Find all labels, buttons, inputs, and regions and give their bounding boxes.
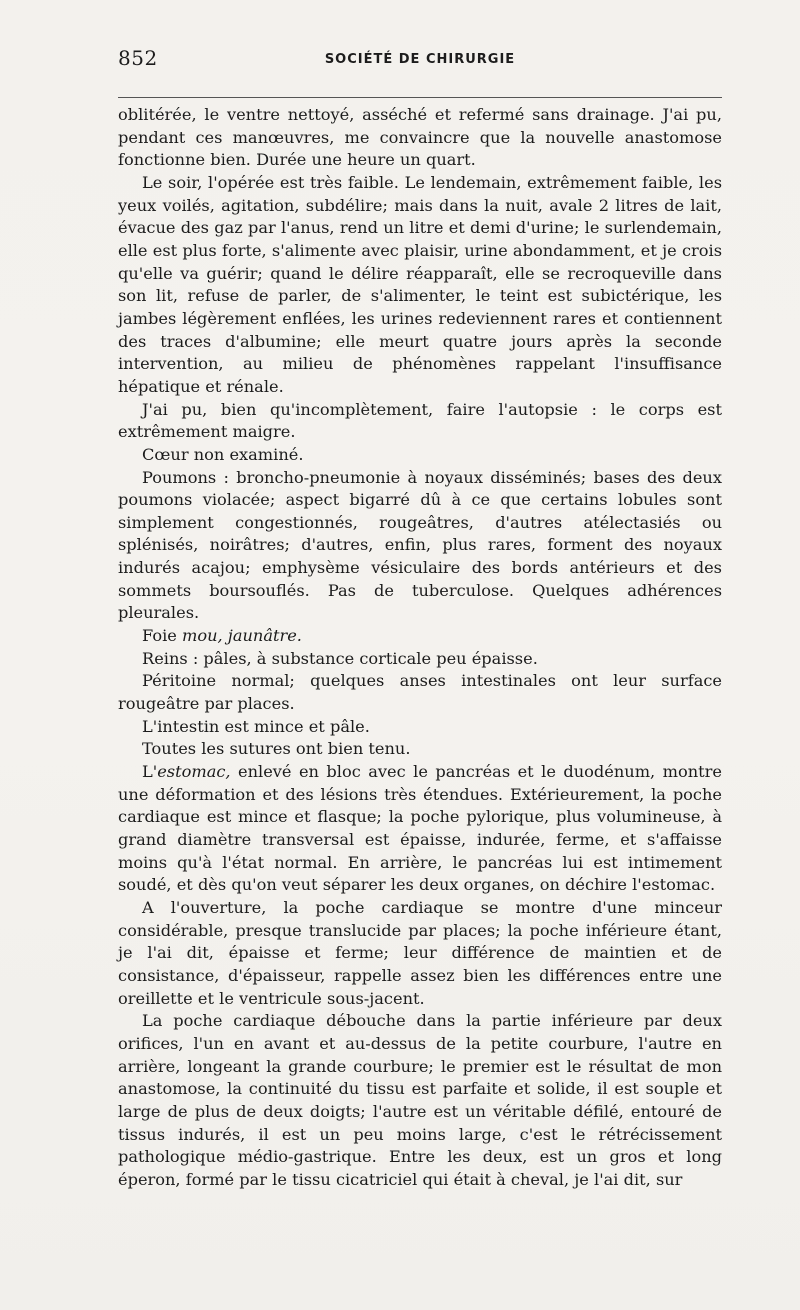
running-title: SOCIÉTÉ DE CHIRURGIE [324, 52, 516, 67]
paragraph [118, 172, 722, 399]
paragraph-text: L' [142, 762, 158, 782]
paragraph [118, 897, 722, 1010]
paragraph [118, 1010, 722, 1191]
paragraph-text: Le soir, l'opérée est très faible. Le lendemain, extrêmement faible, les yeux voilés, agitation, subdélire; mais dans la nuit, avale 2 litres de lait, évacue des gaz par l'anus, rend un litre et demi d'urine; le surlendemain, elle est plus forte, s'alimente avec plaisir, urine abondamment, et je crois qu'elle va guérir; quand le délire réapparaît, elle se recroqueville dans son lit, refuse de parler, de s'alimenter, le teint est subictérique, les jambes légèrement enflées, les urines redeviennent rares et contiennent des traces d'albumine; elle meurt quatre jours après la seconde intervention, au milieu de phénomènes rappelant l'insuffisance hépatique et rénale. [118, 172, 722, 396]
page-number: 852 [118, 46, 158, 70]
paragraph [118, 399, 722, 444]
paragraph [118, 738, 722, 761]
paragraph-text: J'ai pu, bien qu'incomplètement, faire l'autopsie : le corps est extrêmement maigre. [118, 399, 722, 442]
header-rule [118, 97, 722, 98]
page-header [118, 46, 722, 76]
italic-text: mou, jaunâtre. [182, 626, 302, 646]
paragraph [118, 444, 722, 467]
paragraph [118, 716, 722, 739]
paragraph-text: L'intestin est mince et pâle. [142, 716, 370, 736]
paragraph [118, 104, 722, 172]
paragraph-text: Toutes les sutures ont bien tenu. [142, 739, 411, 759]
paragraph [118, 761, 722, 897]
paragraph-text: Cœur non examiné. [142, 444, 304, 464]
paragraph-text: enlevé en bloc avec le pancréas et le duodénum, montre une déformation et des lésions très étendues. Extérieurement, la poche cardiaque est mince et flasque; la poche pylorique, plus volumineuse, à grand diamètre transversal est épaisse, indurée, ferme, et s'affaisse moins qu'à l'état normal. En arrière, le pancréas lui est intimement soudé, et dès qu'on veut séparer les deux organes, on déchire l'estomac. [118, 762, 722, 895]
body-text [118, 104, 722, 1192]
paragraph-text: Poumons : broncho-pneumonie à noyaux disséminés; bases des deux poumons violacée; aspect bigarré dû à ce que certains lobules sont simplement congestionnés, rougeâtres, d'autres atélectasiés ou splénisés, noirâtres; d'autres, enfin, plus rares, forment des noyaux indurés acajou; emphysème vésiculaire des bords antérieurs et des sommets boursouflés. Pas de tuberculose. Quelques adhérences pleurales. [118, 467, 722, 623]
paragraph [118, 467, 722, 626]
paragraph [118, 648, 722, 671]
paragraph-text: La poche cardiaque débouche dans la partie inférieure par deux orifices, l'un en avant et au-dessus de la petite courbure, l'autre en arrière, longeant la grande courbure; le premier est le résultat de mon anastomose, la continuité du tissu est parfaite et solide, il est souple et large de plus de deux doigts; l'autre est un véritable défilé, entouré de tissus indurés, il est un peu moins large, c'est le rétrécissement pathologique médio-gastrique. Entre les deux, est un gros et long éperon, formé par le tissu cicatriciel qui était à cheval, je l'ai dit, sur [118, 1011, 722, 1189]
italic-text: estomac, [157, 762, 231, 782]
paragraph-text: Foie [142, 626, 182, 646]
paragraph [118, 670, 722, 715]
paragraph-text: Reins : pâles, à substance corticale peu épaisse. [142, 648, 538, 668]
paragraph-text: oblitérée, le ventre nettoyé, asséché et refermé sans drainage. J'ai pu, pendant ces manœuvres, me convaincre que la nouvelle anastomose fonctionne bien. Durée une heure un quart. [118, 105, 722, 170]
paragraph-text: Péritoine normal; quelques anses intestinales ont leur surface rougeâtre par places. [118, 671, 722, 714]
paragraph-text: A l'ouverture, la poche cardiaque se montre d'une minceur considérable, presque translucide par places; la poche inférieure étant, je l'ai dit, épaisse et ferme; leur différence de maintien et de consistance, d'épaisseur, rappelle assez bien les différences entre une oreillette et le ventricule sous-jacent. [118, 897, 722, 1008]
paragraph [118, 625, 722, 648]
